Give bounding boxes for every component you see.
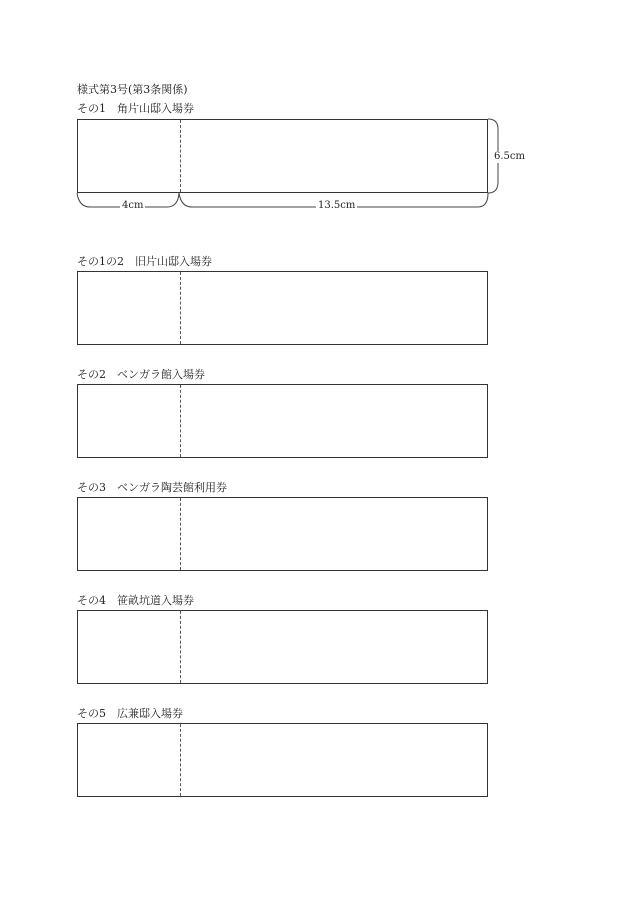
perforation-line [180,724,181,796]
perforation-line [180,498,181,570]
ticket-label-4: その3 ベンガラ陶芸館利用券 [77,481,227,494]
form-title: 様式第3号(第3条関係) [77,83,188,96]
ticket-outline-4 [77,497,488,571]
ticket-outline-1 [77,119,488,193]
perforation-line [180,272,181,344]
perforation-line [180,120,181,192]
ticket-label-1: その1 角片山邸入場券 [77,102,194,115]
ticket-outline-2 [77,271,488,345]
dimension-body-width-label: 13.5cm [318,200,356,211]
dimension-stub-width-label: 4cm [122,200,144,211]
ticket-label-3: その2 ベンガラ館入場券 [77,368,205,381]
perforation-line [180,385,181,457]
ticket-outline-3 [77,384,488,458]
ticket-label-6: その5 広兼邸入場券 [77,707,183,720]
ticket-label-2: その1の2 旧片山邸入場券 [77,255,212,268]
dimension-height-label: 6.5cm [494,151,525,162]
ticket-outline-5 [77,610,488,684]
perforation-line [180,611,181,683]
ticket-label-5: その4 笹畝坑道入場券 [77,594,194,607]
ticket-outline-6 [77,723,488,797]
